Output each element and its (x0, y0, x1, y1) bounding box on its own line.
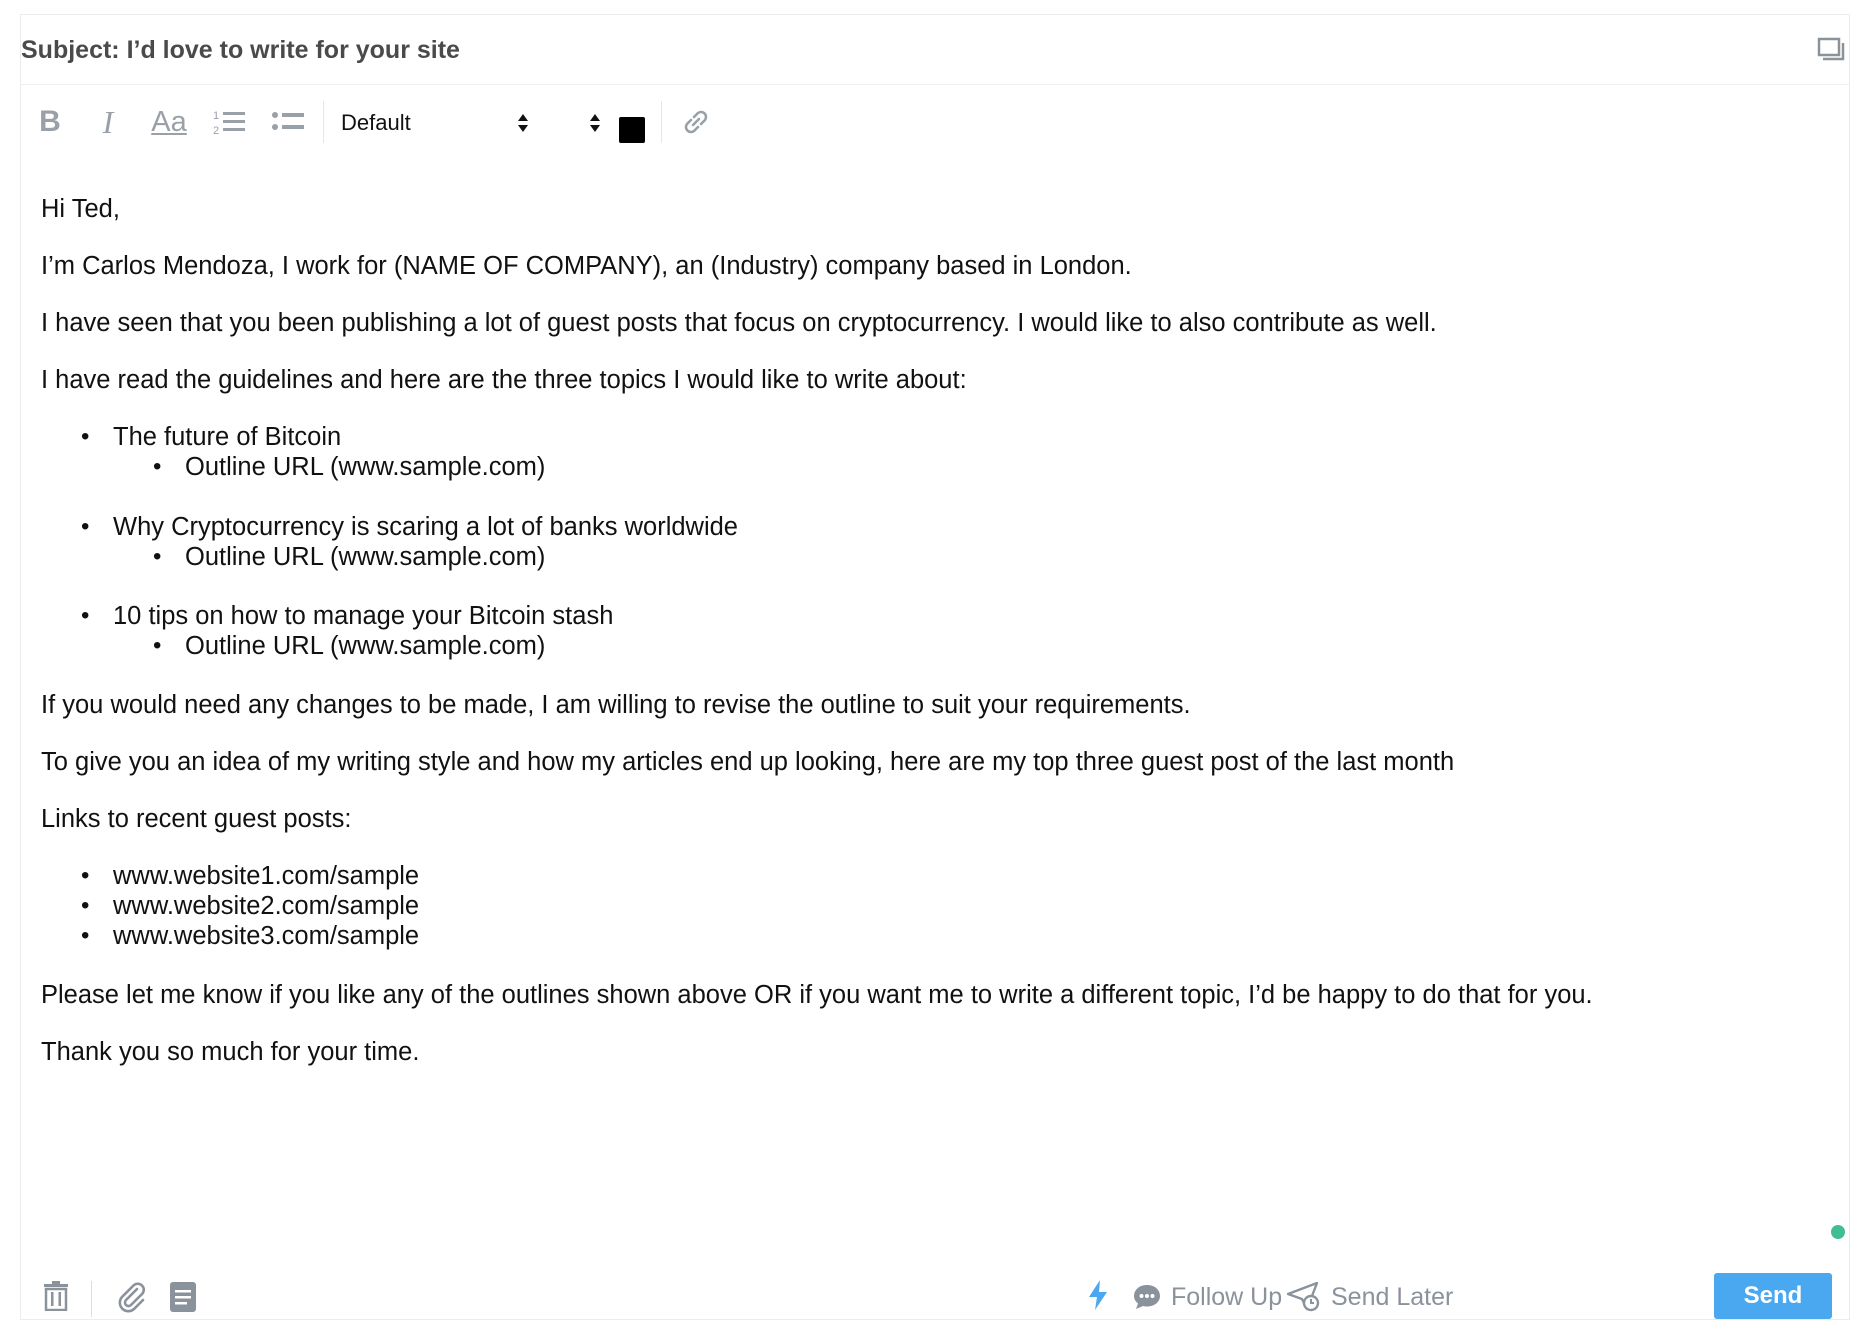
toolbar-divider (323, 101, 324, 143)
greeting-text: Hi Ted, (41, 195, 120, 223)
body-paragraph: I’m Carlos Mendoza, I work for (NAME OF COMPANY), an (Industry) company based in London. (41, 252, 1132, 280)
send-later-icon (1287, 1282, 1321, 1312)
italic-button[interactable]: I (102, 103, 114, 140)
font-size-select[interactable] (541, 103, 601, 143)
topic-subitem: • Outline URL (www.sample.com) (185, 449, 545, 485)
online-status-dot (1831, 1225, 1845, 1239)
subject-line[interactable]: Subject: I’d love to write for your site (21, 36, 460, 64)
follow-up-label: Follow Up (1171, 1282, 1283, 1311)
composer-footer (21, 1255, 1849, 1321)
body-paragraph: If you would need any changes to be made, I am willing to revise the outline to suit your requirements. (41, 691, 1191, 719)
toolbar-divider (661, 101, 662, 143)
send-later-label: Send Later (1331, 1282, 1454, 1311)
topic-subitem: • Outline URL (www.sample.com) (185, 628, 545, 664)
lightning-icon[interactable] (1087, 1279, 1109, 1311)
trash-icon[interactable] (43, 1281, 69, 1311)
closing-text: Thank you so much for your time. (41, 1038, 420, 1066)
popout-icon[interactable] (1817, 37, 1847, 63)
topic-item: • Why Cryptocurrency is scaring a lot of banks worldwide (113, 509, 738, 545)
email-composer (20, 14, 1850, 1320)
send-button[interactable]: Send (1714, 1273, 1832, 1319)
select-arrows-icon (517, 111, 529, 135)
topic-subitem: • Outline URL (www.sample.com) (185, 539, 545, 575)
link-item: • www.website1.com/sample (113, 858, 419, 894)
body-paragraph: I have read the guidelines and here are the three topics I would like to write about: (41, 366, 967, 394)
template-icon[interactable] (169, 1281, 197, 1313)
font-family-value: Default (341, 110, 411, 135)
body-paragraph: I have seen that you been publishing a lot of guest posts that focus on cryptocurrency. I would like to also contribute as well. (41, 309, 1437, 337)
font-family-select[interactable] (341, 103, 529, 143)
send-later-button[interactable] (1287, 1275, 1453, 1319)
message-body[interactable] (21, 157, 1849, 1245)
numbered-list-icon[interactable] (211, 105, 249, 139)
svg-text:1: 1 (213, 110, 220, 122)
links-heading: Links to recent guest posts: (41, 805, 352, 833)
follow-up-button[interactable] (1133, 1275, 1282, 1319)
chat-bubble-icon (1133, 1284, 1161, 1310)
attachment-icon[interactable] (117, 1281, 147, 1313)
link-icon[interactable] (679, 105, 713, 139)
subject-bar (21, 15, 1849, 85)
topic-item: • 10 tips on how to manage your Bitcoin stash (113, 598, 613, 634)
formatting-toolbar (21, 87, 1849, 157)
topic-item: • The future of Bitcoin (113, 419, 341, 455)
bullet-list-icon[interactable] (269, 105, 307, 139)
body-paragraph: Please let me know if you like any of the outlines shown above OR if you want me to write a different topic, I’d be happy to do that for you. (41, 981, 1593, 1009)
font-size-button[interactable]: Aa (151, 105, 187, 138)
link-item: • www.website2.com/sample (113, 888, 419, 924)
svg-text:2: 2 (213, 125, 220, 136)
body-paragraph: To give you an idea of my writing style and how my articles end up looking, here are my top three guest post of the last month (41, 748, 1455, 776)
footer-divider (91, 1281, 92, 1317)
link-item: • www.website3.com/sample (113, 918, 419, 954)
bold-button[interactable]: B (39, 105, 61, 138)
select-arrows-icon (589, 111, 601, 135)
text-color-swatch[interactable] (619, 117, 645, 143)
